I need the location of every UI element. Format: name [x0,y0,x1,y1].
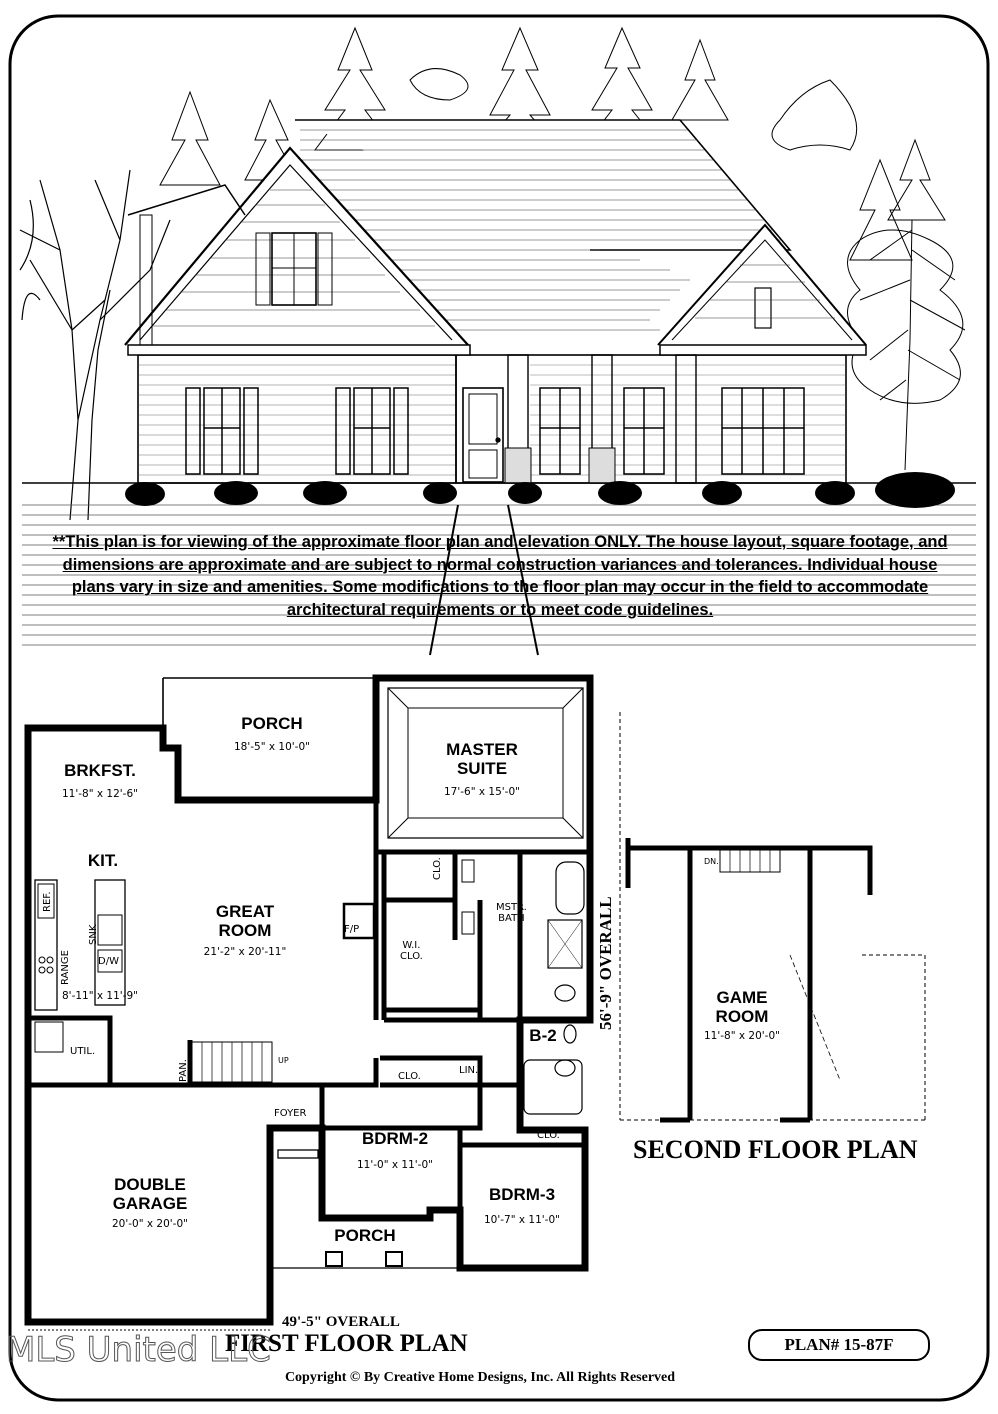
label-dw: D/W [98,956,119,967]
room-label-bdrm-3: BDRM-3 [488,1185,556,1204]
room-dims-kit: 8'-11" x 11'-9" [62,990,138,1002]
main-roof [295,120,790,250]
room-label-bdrm-2: BDRM-2 [361,1129,429,1148]
label-clo-master: CLO. [432,857,443,880]
first-floor-title: FIRST FLOOR PLAN [225,1330,468,1357]
label-range: RANGE [60,950,71,985]
label-up: UP [278,1056,289,1065]
label-util: UTIL. [70,1046,96,1057]
room-dims-brkfst: 11'-8" x 12'-6" [62,788,138,800]
label-ref: REF. [42,891,53,912]
room-label-master-suite: MASTER SUITE [446,740,518,778]
room-dims-bdrm-3: 10'-7" x 11'-0" [484,1214,560,1226]
label-wi-clo: W.I. CLO. [400,940,423,962]
label-fp: F/P [344,924,360,935]
mls-watermark: MLS United LLC [6,1330,271,1370]
label-lin: LIN. [459,1065,479,1076]
windows [186,388,804,474]
room-label-kit: KIT. [87,851,119,870]
second-floor-title: SECOND FLOOR PLAN [633,1135,918,1164]
room-label-great-room: GREAT ROOM [215,902,275,940]
room-dims-porch-rear: 18'-5" x 10'-0" [234,741,310,753]
room-dims-game-room: 11'-8" x 20'-0" [704,1030,780,1042]
room-label-game-room: GAME ROOM [715,988,769,1026]
room-dims-bdrm-2: 11'-0" x 11'-0" [357,1159,433,1171]
left-gable [125,148,468,345]
room-label-porch-rear: PORCH [241,714,303,733]
label-snk: SNK [88,924,99,945]
copyright-notice: Copyright © By Creative Home Designs, Inc. All Rights Reserved [284,1370,676,1385]
room-dims-great-room: 21'-2" x 20'-11" [203,946,287,958]
label-dn: DN. [704,857,719,866]
label-clo-bdrm3: CLO. [537,1130,560,1141]
room-label-porch-front: PORCH [334,1226,396,1245]
label-mstr-bath: MSTR. BATH [496,902,527,924]
room-label-b-2: B-2 [529,1026,557,1045]
label-pan: PAN. [178,1059,189,1082]
label-foyer: FOYER [274,1108,307,1119]
label-clo-hall: CLO. [398,1071,421,1082]
room-label-brkfst: BRKFST. [64,761,136,780]
room-dims-master-suite: 17'-6" x 15'-0" [444,786,520,798]
plan-number-badge: PLAN# 15-87F [748,1329,930,1361]
room-dims-double-garage: 20'-0" x 20'-0" [112,1218,188,1230]
shrubs [125,472,955,508]
second-floor-plan [620,712,925,1120]
overall-width: 49'-5" OVERALL [282,1314,400,1330]
plan-disclaimer: **This plan is for viewing of the approximate floor plan and elevation ONLY. The house layout, square footage, and dimensions are approximate and are subject to normal construction variances and tolerances. Individual house plans vary in size and amenities. Some modifications to the floor plan may occur in the field to accommodate architectural requirements or to meet code guidelines. [52,533,948,619]
room-label-double-garage: DOUBLE GARAGE [112,1175,188,1213]
overall-depth: 56'-9" OVERALL [596,896,615,1030]
